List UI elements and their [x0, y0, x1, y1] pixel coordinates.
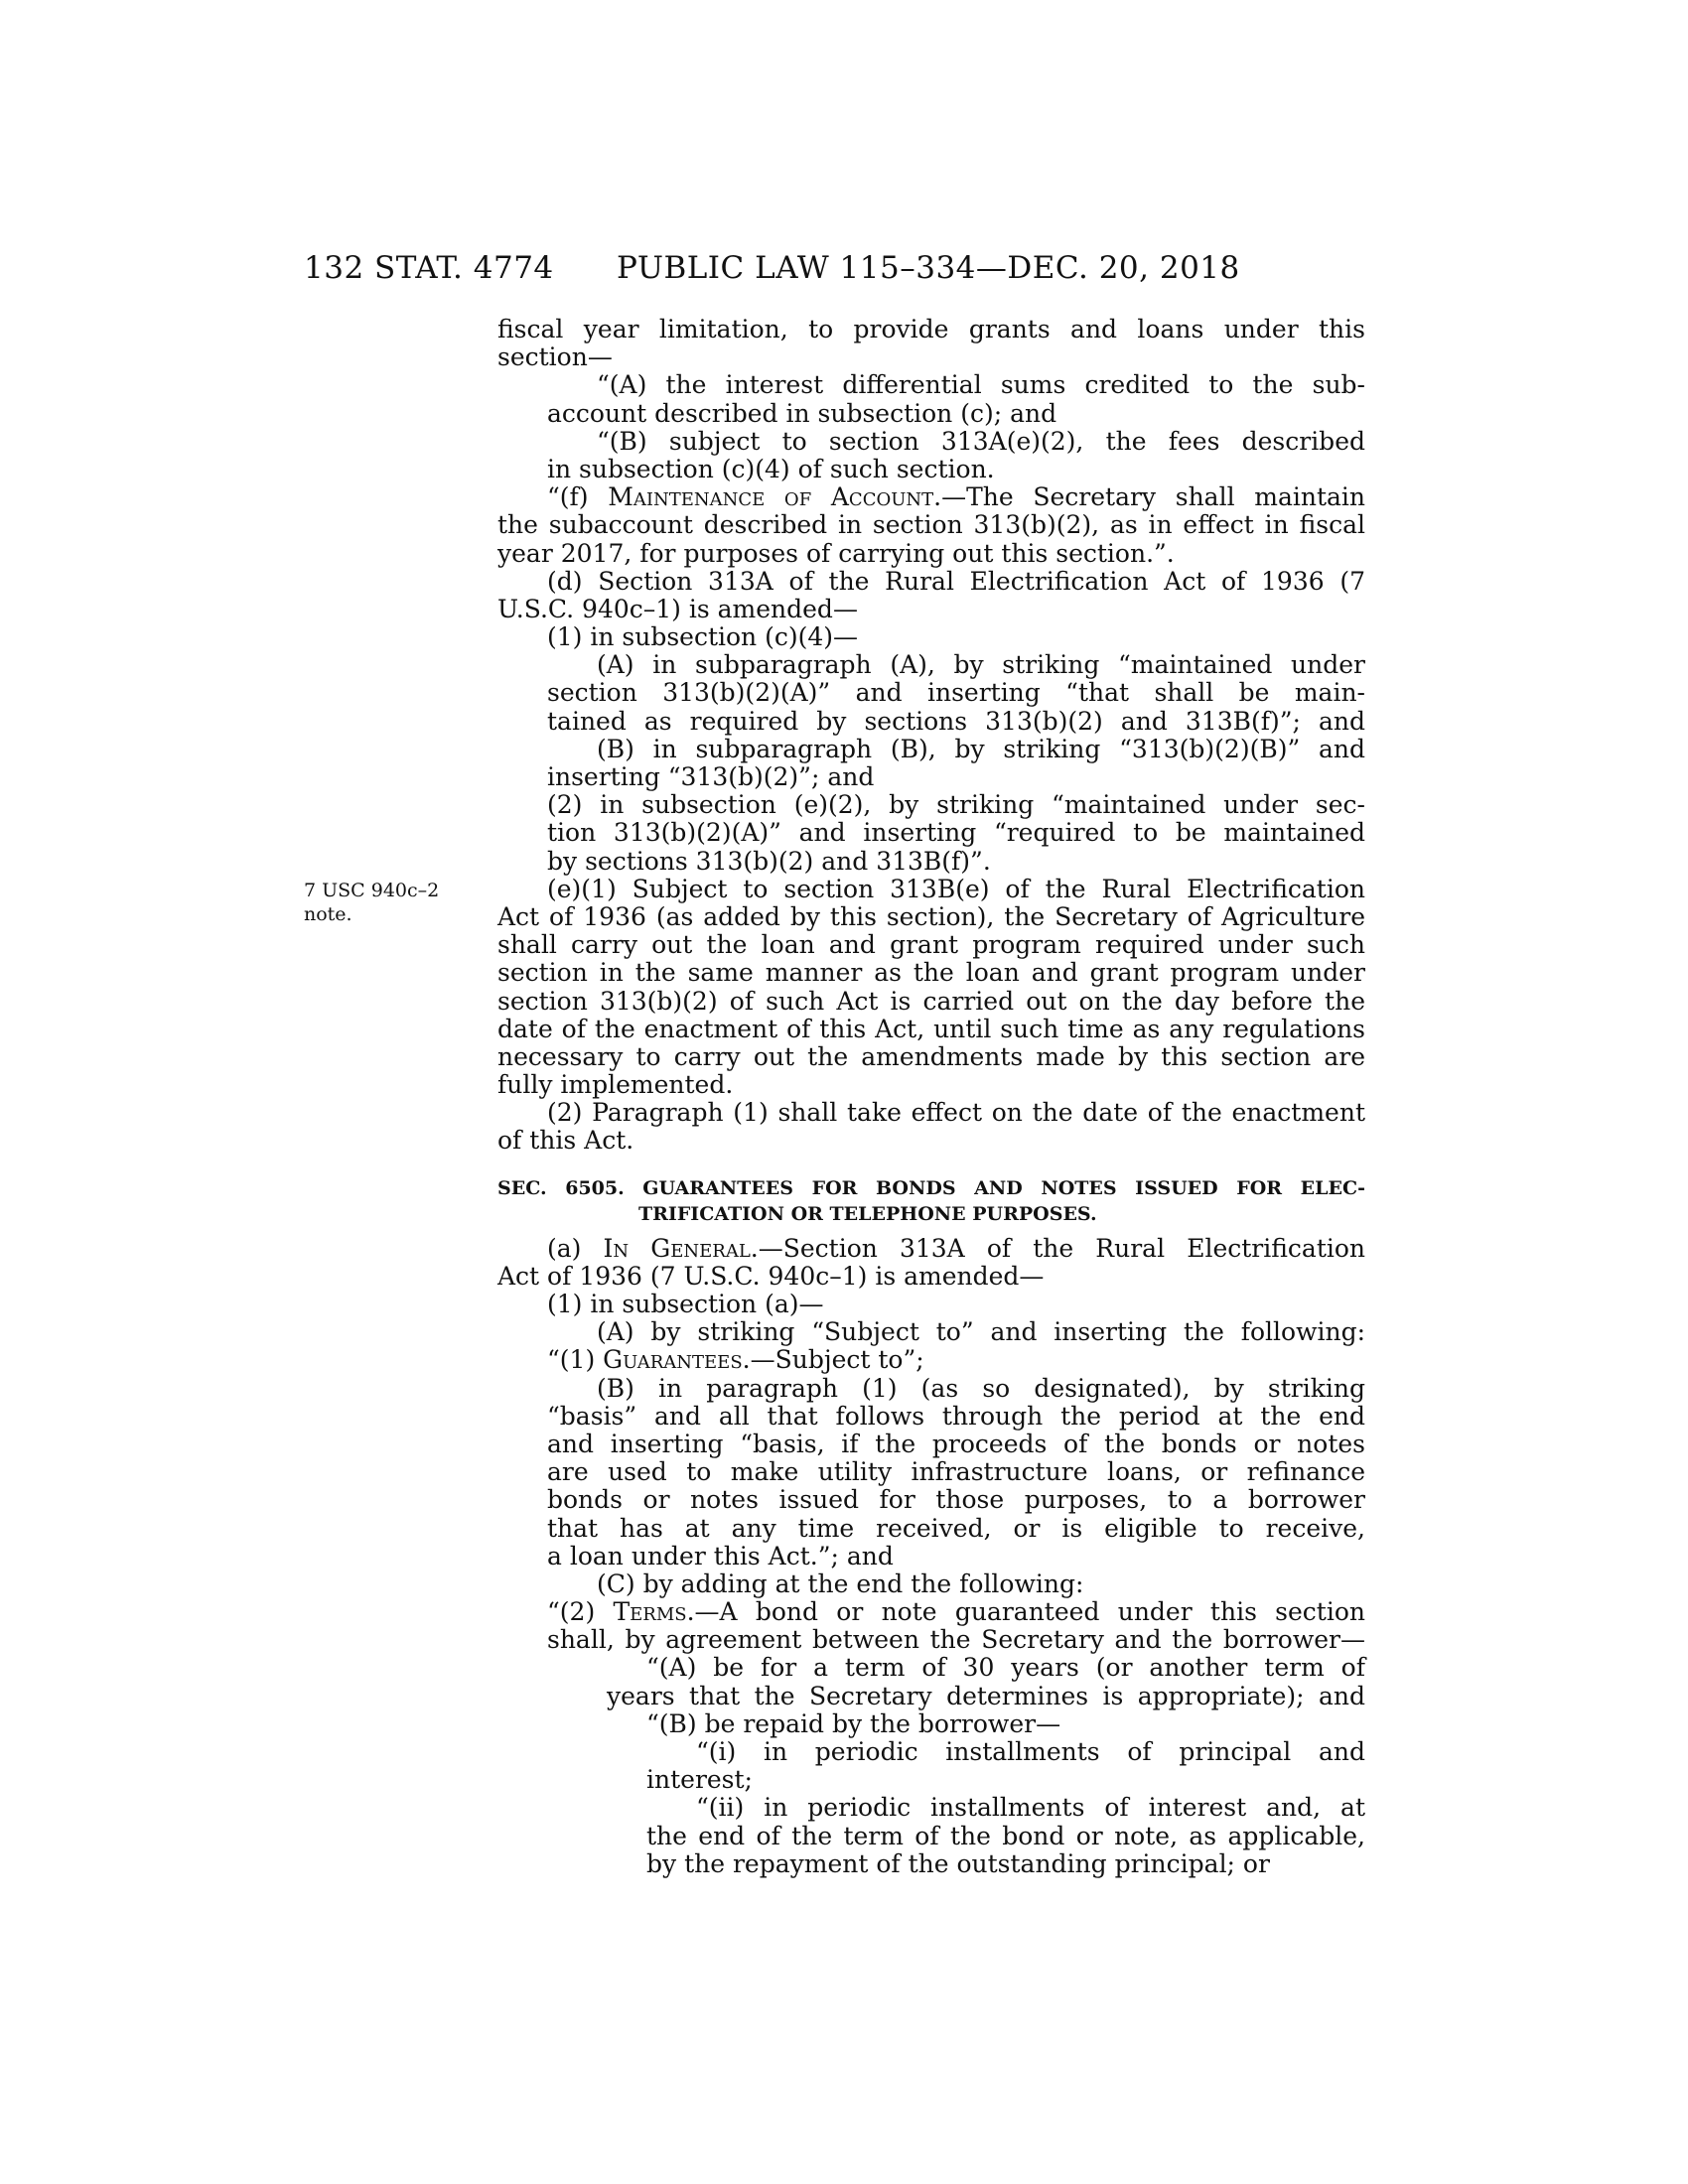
margin-note-label: note. [304, 903, 352, 925]
text-line: (A) by striking “Subject to” and inserting the following: [597, 1317, 1365, 1347]
text-line: U.S.C. 940c–1) is amended— [497, 594, 858, 623]
text-line: (B) in subparagraph (B), by striking “313(b)(2)(B)” and [597, 734, 1365, 763]
text-line: “(A) be for a term of 30 years (or another term of [646, 1653, 1365, 1683]
text-line: in subsection (c)(4) of such section. [547, 454, 995, 483]
statute-page-citation: 132 STAT. 4774 [304, 250, 554, 286]
text-line: Act of 1936 (as added by this section), the Secretary of Agriculture [497, 901, 1365, 931]
text-fragment: “(2) [547, 1597, 614, 1627]
text-line: Act of 1936 (7 U.S.C. 940c–1) is amended— [497, 1261, 1045, 1291]
text-line: section 313(b)(2) of such Act is carried out on the day before the [497, 986, 1365, 1016]
section-heading-line-2: TRIFICATION OR TELEPHONE PURPOSES. [638, 1202, 1097, 1225]
text-fragment: .—The Secretary shall maintain [933, 482, 1366, 512]
text-line: bonds or notes issued for those purposes, to a borrower [547, 1485, 1365, 1515]
text-line: “(B) subject to section 313A(e)(2), the fees described [597, 426, 1365, 456]
text-line: (1) in subsection (c)(4)— [547, 622, 859, 652]
text-line: are used to make utility infrastructure loans, or refinance [547, 1457, 1365, 1487]
text-line: account described in subsection (c); and [547, 398, 1057, 428]
text-line: (2) in subsection (e)(2), by striking “maintained under sec- [547, 790, 1365, 820]
law-title-date: PUBLIC LAW 115–334—DEC. 20, 2018 [617, 250, 1240, 286]
text-line: section in the same manner as the loan and grant program under [497, 958, 1365, 988]
text-line: of this Act. [497, 1126, 634, 1156]
text-line: (B) in paragraph (1) (as so designated), by striking [597, 1373, 1365, 1403]
text-line: fully implemented. [497, 1070, 734, 1100]
text-line: fiscal year limitation, to provide grants and loans under this [497, 315, 1365, 343]
text-line: section— [497, 342, 613, 372]
text-line: “basis” and all that follows through the period at the end [547, 1401, 1365, 1431]
subsection-heading: Maintenance of Account [608, 482, 934, 512]
text-line: years that the Secretary determines is appropriate); and [607, 1681, 1365, 1710]
text-line: tained as required by sections 313(b)(2) and 313B(f)”; and [547, 706, 1365, 736]
text-line: (A) in subparagraph (A), by striking “maintained under [597, 650, 1365, 680]
text-line: the end of the term of the bond or note, as applicable, [646, 1821, 1365, 1850]
text-fragment: .—Subject to”; [742, 1345, 924, 1375]
text-line: (d) Section 313A of the Rural Electrification Act of 1936 (7 [547, 566, 1365, 596]
paragraph-heading: Guarantees [603, 1345, 743, 1375]
text-line: by the repayment of the outstanding principal; or [646, 1848, 1270, 1878]
text-line: “(A) the interest differential sums credited to the sub- [597, 370, 1365, 400]
text-fragment: “(1) [547, 1345, 604, 1375]
page-header [0, 248, 1688, 288]
text-line: and inserting “basis, if the proceeds of the bonds or notes [547, 1429, 1365, 1458]
text-line: interest; [646, 1765, 753, 1795]
paragraph-heading-line [497, 1598, 1365, 1626]
section-heading-line-1: SEC. 6505. GUARANTEES FOR BONDS AND NOTES ISSUED FOR ELEC- [497, 1176, 1365, 1199]
text-line: necessary to carry out the amendments made by this section are [497, 1041, 1365, 1071]
text-line: tion 313(b)(2)(A)” and inserting “required to be maintained [547, 818, 1365, 848]
text-line: by sections 313(b)(2) and 313B(f)”. [547, 846, 991, 876]
subsection-heading-line [497, 483, 1365, 511]
text-line: inserting “313(b)(2)”; and [547, 762, 875, 791]
document-body [497, 316, 1365, 1878]
text-line: (2) Paragraph (1) shall take effect on the date of the enactment [547, 1098, 1365, 1128]
text-line: that has at any time received, or is eligible to receive, [547, 1513, 1365, 1543]
text-line: date of the enactment of this Act, until such time as any regulations [497, 1014, 1365, 1043]
paragraph-heading: Terms [613, 1597, 687, 1627]
text-line: shall carry out the loan and grant program required under such [497, 930, 1365, 960]
paragraph-heading-line [497, 1346, 1365, 1374]
text-line: “(ii) in periodic installments of interest and, at [696, 1793, 1365, 1823]
text-line: shall, by agreement between the Secretary and the borrower— [547, 1625, 1365, 1655]
text-line: (C) by adding at the end the following: [597, 1569, 1084, 1598]
spacer [497, 1156, 1365, 1175]
margin-note [304, 879, 439, 926]
text-fragment: (a) [547, 1233, 604, 1263]
text-fragment: .—A bond or note guaranteed under this section [686, 1597, 1365, 1627]
text-line: the subaccount described in section 313(b)(2), as in effect in fiscal [497, 510, 1365, 540]
text-line: year 2017, for purposes of carrying out this section.”. [497, 538, 1175, 568]
text-line: (1) in subsection (a)— [547, 1290, 824, 1318]
text-line: “(i) in periodic installments of principal and [696, 1737, 1365, 1766]
subsection-heading: In General [603, 1233, 751, 1263]
text-line: a loan under this Act.”; and [547, 1541, 894, 1570]
margin-note-citation: 7 USC 940c–2 [304, 880, 440, 901]
subsection-heading-line [497, 1235, 1365, 1263]
text-line: (e)(1) Subject to section 313B(e) of the Rural Electrification [547, 874, 1365, 903]
text-fragment: “(f) [547, 482, 609, 512]
text-line: section 313(b)(2)(A)” and inserting “that shall be main- [547, 678, 1365, 708]
text-fragment: .—Section 313A of the Rural Electrification [750, 1233, 1366, 1263]
text-line: “(B) be repaid by the borrower— [646, 1708, 1061, 1738]
